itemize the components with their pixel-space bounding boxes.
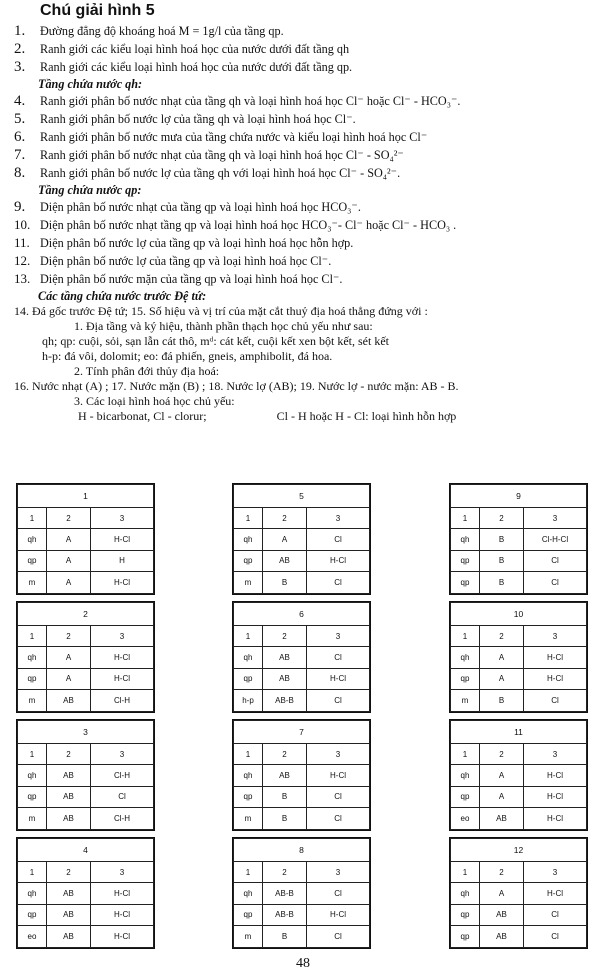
zone-cell: A [480, 786, 524, 807]
table-row [451, 529, 587, 550]
legend-item: 9. Diện phân bố nước nhạt của tầng qp và loại hình hoá học HCO₃⁻. [14, 199, 361, 215]
column-label: 1 [18, 626, 47, 647]
heading-qh: Tầng chứa nước qh: [38, 77, 143, 91]
column-label: 2 [263, 744, 307, 765]
legend-title: Chú giải hình 5 [40, 2, 155, 19]
chem-type-cell: Cl-H [91, 690, 154, 711]
chem-type-cell: H-Cl [307, 668, 370, 689]
profile-number: 11 [451, 721, 587, 744]
layer-cell: qp [18, 786, 47, 807]
profile-table [233, 720, 370, 830]
zone-cell: A [480, 883, 524, 904]
chem-type-cell: Cl [307, 647, 370, 668]
column-label: 3 [307, 744, 370, 765]
legend-item: 11. Diện phân bố nước lợ của tầng qp và loại hình hoá học hỗn hợp. [14, 235, 354, 250]
chem-type-cell: Cl [307, 572, 370, 593]
table-row [234, 765, 370, 786]
column-label: 3 [91, 744, 154, 765]
profile-number: 3 [18, 721, 154, 744]
table-row [18, 786, 154, 807]
legend-item: 10. Diện phân bố nước nhạt tầng qp và loại hình hoá học HCO₃⁻- Cl⁻ hoặc Cl⁻ - HCO₃ . [14, 217, 457, 232]
layer-cell: qp [234, 904, 263, 925]
chem-type-cell: H-Cl [524, 668, 587, 689]
column-label: 1 [451, 626, 480, 647]
column-label: 3 [307, 626, 370, 647]
zone-cell: AB [47, 926, 91, 947]
chem-type-cell: H-Cl [524, 883, 587, 904]
table-row [18, 904, 154, 925]
column-label: 1 [18, 862, 47, 883]
zone-cell: AB-B [263, 904, 307, 925]
zone-cell: AB [47, 690, 91, 711]
chem-type-cell: Cl [307, 690, 370, 711]
chem-type-cell: H-Cl [524, 808, 587, 829]
column-label: 2 [263, 626, 307, 647]
zone-cell: AB [263, 668, 307, 689]
column-label: 2 [47, 626, 91, 647]
column-label: 1 [451, 862, 480, 883]
layer-cell: m [234, 572, 263, 593]
chem-type-cell: Cl [524, 550, 587, 571]
zone-cell: A [47, 529, 91, 550]
legend-line: 14. Đá gốc trước Đệ tứ; 15. Số hiệu và vị trí của mặt cắt thuỷ địa hoá thẳng đứng với : [14, 304, 428, 318]
column-label: 1 [18, 744, 47, 765]
page-number: 48 [296, 956, 310, 971]
table-row [18, 808, 154, 829]
zone-cell: B [263, 786, 307, 807]
heading-pre-quaternary: Các tầng chứa nước trước Đệ tứ: [38, 289, 207, 303]
chem-type-cell: H-Cl [307, 765, 370, 786]
layer-cell: eo [18, 926, 47, 947]
chem-type-cell: H-Cl [91, 926, 154, 947]
zone-cell: AB-B [263, 690, 307, 711]
legend-item: 6. Ranh giới phân bố nước mưa của tầng chứa nước và kiểu loại hình hoá học Cl⁻ [14, 129, 428, 145]
table-row [451, 690, 587, 711]
column-label: 2 [47, 744, 91, 765]
layer-cell: qp [451, 550, 480, 571]
zone-cell: AB [480, 808, 524, 829]
layer-cell: m [18, 690, 47, 711]
chem-type-cell: H-Cl [307, 904, 370, 925]
legend-item: 5. Ranh giới phân bố nước lợ của tầng qh và loại hình hoá học Cl⁻. [14, 111, 356, 127]
table-row [451, 786, 587, 807]
profile-table [17, 484, 154, 594]
zone-cell: AB [263, 765, 307, 786]
layer-cell: qp [234, 786, 263, 807]
column-label: 3 [307, 508, 370, 529]
layer-cell: m [234, 926, 263, 947]
column-label: 3 [524, 744, 587, 765]
table-row [451, 550, 587, 571]
zone-cell: B [263, 926, 307, 947]
layer-cell: qp [451, 572, 480, 593]
column-label: 2 [263, 508, 307, 529]
zone-cell: AB [47, 808, 91, 829]
layer-cell: qh [234, 883, 263, 904]
column-label: 1 [451, 508, 480, 529]
table-row [18, 668, 154, 689]
layer-cell: qp [18, 550, 47, 571]
zone-cell: B [263, 808, 307, 829]
table-row [18, 572, 154, 593]
profile-number: 12 [451, 839, 587, 862]
table-row [234, 690, 370, 711]
table-row [18, 647, 154, 668]
column-label: 2 [480, 626, 524, 647]
table-row [234, 926, 370, 947]
legend-line: H - bicarbonat, Cl - clorur; Cl - H hoặc H - Cl: loại hình hỗn hợp [78, 409, 457, 423]
chem-type-cell: Cl [307, 529, 370, 550]
column-label: 2 [263, 862, 307, 883]
layer-cell: qp [451, 786, 480, 807]
chem-type-cell: H [91, 550, 154, 571]
column-label: 3 [307, 862, 370, 883]
column-label: 3 [524, 626, 587, 647]
profile-number: 10 [451, 603, 587, 626]
layer-cell: qh [18, 883, 47, 904]
chem-type-cell: H-Cl [91, 647, 154, 668]
table-row [234, 647, 370, 668]
column-label: 3 [91, 862, 154, 883]
profile-table [450, 602, 587, 712]
profile-table [17, 602, 154, 712]
zone-cell: AB [480, 904, 524, 925]
table-row [234, 883, 370, 904]
table-row [451, 765, 587, 786]
zone-cell: B [480, 690, 524, 711]
profile-number: 9 [451, 485, 587, 508]
zone-cell: A [47, 668, 91, 689]
zone-cell: AB [47, 904, 91, 925]
legend-item: 12. Diện phân bố nước lợ của tầng qp và loại hình hoá học Cl⁻. [14, 253, 332, 268]
zone-cell: AB [47, 786, 91, 807]
column-label: 1 [234, 744, 263, 765]
profile-table [450, 484, 587, 594]
table-row [234, 529, 370, 550]
table-row [451, 883, 587, 904]
layer-cell: qp [234, 668, 263, 689]
table-row [234, 786, 370, 807]
zone-cell: A [480, 668, 524, 689]
table-row [234, 550, 370, 571]
column-label: 2 [480, 744, 524, 765]
profile-table [450, 720, 587, 830]
layer-cell: m [18, 572, 47, 593]
zone-cell: A [47, 550, 91, 571]
zone-cell: B [480, 550, 524, 571]
layer-cell: qp [451, 904, 480, 925]
column-label: 2 [47, 508, 91, 529]
legend-item: 8. Ranh giới phân bố nước lợ của tầng qh với loại hình hoá học Cl⁻ - SO₄²⁻. [14, 165, 401, 181]
legend-item: 1. Đường đẳng độ khoáng hoá M = 1g/l của tầng qp. [14, 23, 284, 39]
table-row [18, 529, 154, 550]
chem-type-cell: Cl [307, 926, 370, 947]
column-label: 2 [480, 508, 524, 529]
zone-cell: AB [47, 765, 91, 786]
legend-line: 2. Tính phân đới thủy địa hoá: [74, 364, 220, 378]
table-row [234, 668, 370, 689]
table-row [451, 926, 587, 947]
profile-table [233, 838, 370, 948]
layer-cell: m [18, 808, 47, 829]
table-row [234, 808, 370, 829]
legend-item: 7. Ranh giới phân bố nước nhạt của tầng qh và loại hình hoá học Cl⁻ - SO₄²⁻ [14, 147, 404, 163]
profile-table [17, 720, 154, 830]
legend-line: qh; qp: cuội, sỏi, sạn lẫn cát thô, mᵈ: cát kết, cuội kết xen bột kết, sét kết [42, 334, 389, 348]
chem-type-cell: H-Cl [91, 529, 154, 550]
zone-cell: AB-B [263, 883, 307, 904]
layer-cell: qh [451, 883, 480, 904]
column-label: 3 [524, 862, 587, 883]
column-label: 1 [18, 508, 47, 529]
chem-type-cell: H-Cl [307, 550, 370, 571]
legend-line: 3. Các loại hình hoá học chủ yếu: [74, 394, 235, 408]
heading-qp: Tầng chứa nước qp: [38, 183, 142, 197]
zone-cell: AB [480, 926, 524, 947]
column-label: 1 [234, 862, 263, 883]
column-label: 2 [480, 862, 524, 883]
chem-type-cell: Cl [524, 926, 587, 947]
zone-cell: B [480, 572, 524, 593]
column-label: 1 [451, 744, 480, 765]
legend-item: 13. Diện phân bố nước mặn của tầng qp và loại hình hoá học Cl⁻. [14, 271, 343, 286]
layer-cell: qh [451, 647, 480, 668]
layer-cell: qp [451, 668, 480, 689]
layer-cell: m [234, 808, 263, 829]
layer-cell: qh [18, 529, 47, 550]
layer-cell: qp [234, 550, 263, 571]
column-label: 2 [47, 862, 91, 883]
chem-type-cell: H-Cl [524, 765, 587, 786]
table-row [234, 904, 370, 925]
layer-cell: qp [18, 904, 47, 925]
table-row [18, 690, 154, 711]
profile-number: 1 [18, 485, 154, 508]
legend-line: h-p: đá vôi, dolomit; eo: đá phiến, gneis, amphibolit, đá hoa. [42, 349, 333, 363]
column-label: 3 [91, 508, 154, 529]
zone-cell: A [480, 647, 524, 668]
column-label: 1 [234, 508, 263, 529]
column-label: 1 [234, 626, 263, 647]
zone-cell: AB [47, 883, 91, 904]
profile-number: 8 [234, 839, 370, 862]
profile-table [450, 838, 587, 948]
chem-type-cell: H-Cl [91, 904, 154, 925]
zone-cell: A [47, 647, 91, 668]
layer-cell: qp [18, 668, 47, 689]
legend-line: 1. Địa tầng và ký hiệu, thành phần thạch học chủ yếu như sau: [74, 319, 373, 333]
chem-type-cell: Cl [91, 786, 154, 807]
table-row [18, 883, 154, 904]
chem-type-cell: Cl [307, 808, 370, 829]
layer-cell: qh [18, 765, 47, 786]
chem-type-cell: H-Cl [91, 668, 154, 689]
table-row [18, 550, 154, 571]
layer-cell: qh [234, 647, 263, 668]
layer-cell: m [451, 690, 480, 711]
profile-table [233, 602, 370, 712]
chem-type-cell: Cl-H [91, 808, 154, 829]
profile-number: 4 [18, 839, 154, 862]
zone-cell: A [47, 572, 91, 593]
zone-cell: A [480, 765, 524, 786]
chem-type-cell: Cl-H-Cl [524, 529, 587, 550]
zone-cell: AB [263, 550, 307, 571]
chem-type-cell: Cl-H [91, 765, 154, 786]
table-row [451, 572, 587, 593]
zone-cell: A [263, 529, 307, 550]
legend-item: 3. Ranh giới các kiểu loại hình hoá học của nước dưới đất tầng qp. [14, 59, 353, 75]
zone-cell: B [263, 572, 307, 593]
legend-item: 2. Ranh giới các kiểu loại hình hoá học của nước dưới đất tầng qh [14, 41, 350, 57]
layer-cell: qh [451, 765, 480, 786]
table-row [451, 808, 587, 829]
table-row [451, 668, 587, 689]
profile-table [233, 484, 370, 594]
layer-cell: h-p [234, 690, 263, 711]
chem-type-cell: Cl [524, 690, 587, 711]
chem-type-cell: Cl [307, 786, 370, 807]
column-label: 3 [524, 508, 587, 529]
layer-cell: qh [18, 647, 47, 668]
profile-number: 7 [234, 721, 370, 744]
zone-cell: AB [263, 647, 307, 668]
profile-number: 5 [234, 485, 370, 508]
profile-number: 6 [234, 603, 370, 626]
zone-cell: B [480, 529, 524, 550]
table-row [234, 572, 370, 593]
table-row [18, 926, 154, 947]
profile-number: 2 [18, 603, 154, 626]
chem-type-cell: H-Cl [524, 647, 587, 668]
column-label: 3 [91, 626, 154, 647]
table-row [451, 647, 587, 668]
profile-table [17, 838, 154, 948]
chem-type-cell: Cl [524, 572, 587, 593]
chem-type-cell: H-Cl [91, 883, 154, 904]
layer-cell: qh [451, 529, 480, 550]
table-row [18, 765, 154, 786]
layer-cell: qh [234, 765, 263, 786]
layer-cell: eo [451, 808, 480, 829]
layer-cell: qp [451, 926, 480, 947]
chem-type-cell: Cl [307, 883, 370, 904]
legend-text [14, 22, 599, 424]
layer-cell: qh [234, 529, 263, 550]
legend-item: 4. Ranh giới phân bố nước nhạt của tầng qh và loại hình hoá học Cl⁻ hoặc Cl⁻ - HCO₃⁻. [14, 93, 461, 109]
chem-type-cell: H-Cl [91, 572, 154, 593]
chem-type-cell: H-Cl [524, 786, 587, 807]
chem-type-cell: Cl [524, 904, 587, 925]
table-row [451, 904, 587, 925]
legend-line: 16. Nước nhạt (A) ; 17. Nước mặn (B) ; 18. Nước lợ (AB); 19. Nước lợ - nước mặn: AB - B. [14, 379, 459, 393]
